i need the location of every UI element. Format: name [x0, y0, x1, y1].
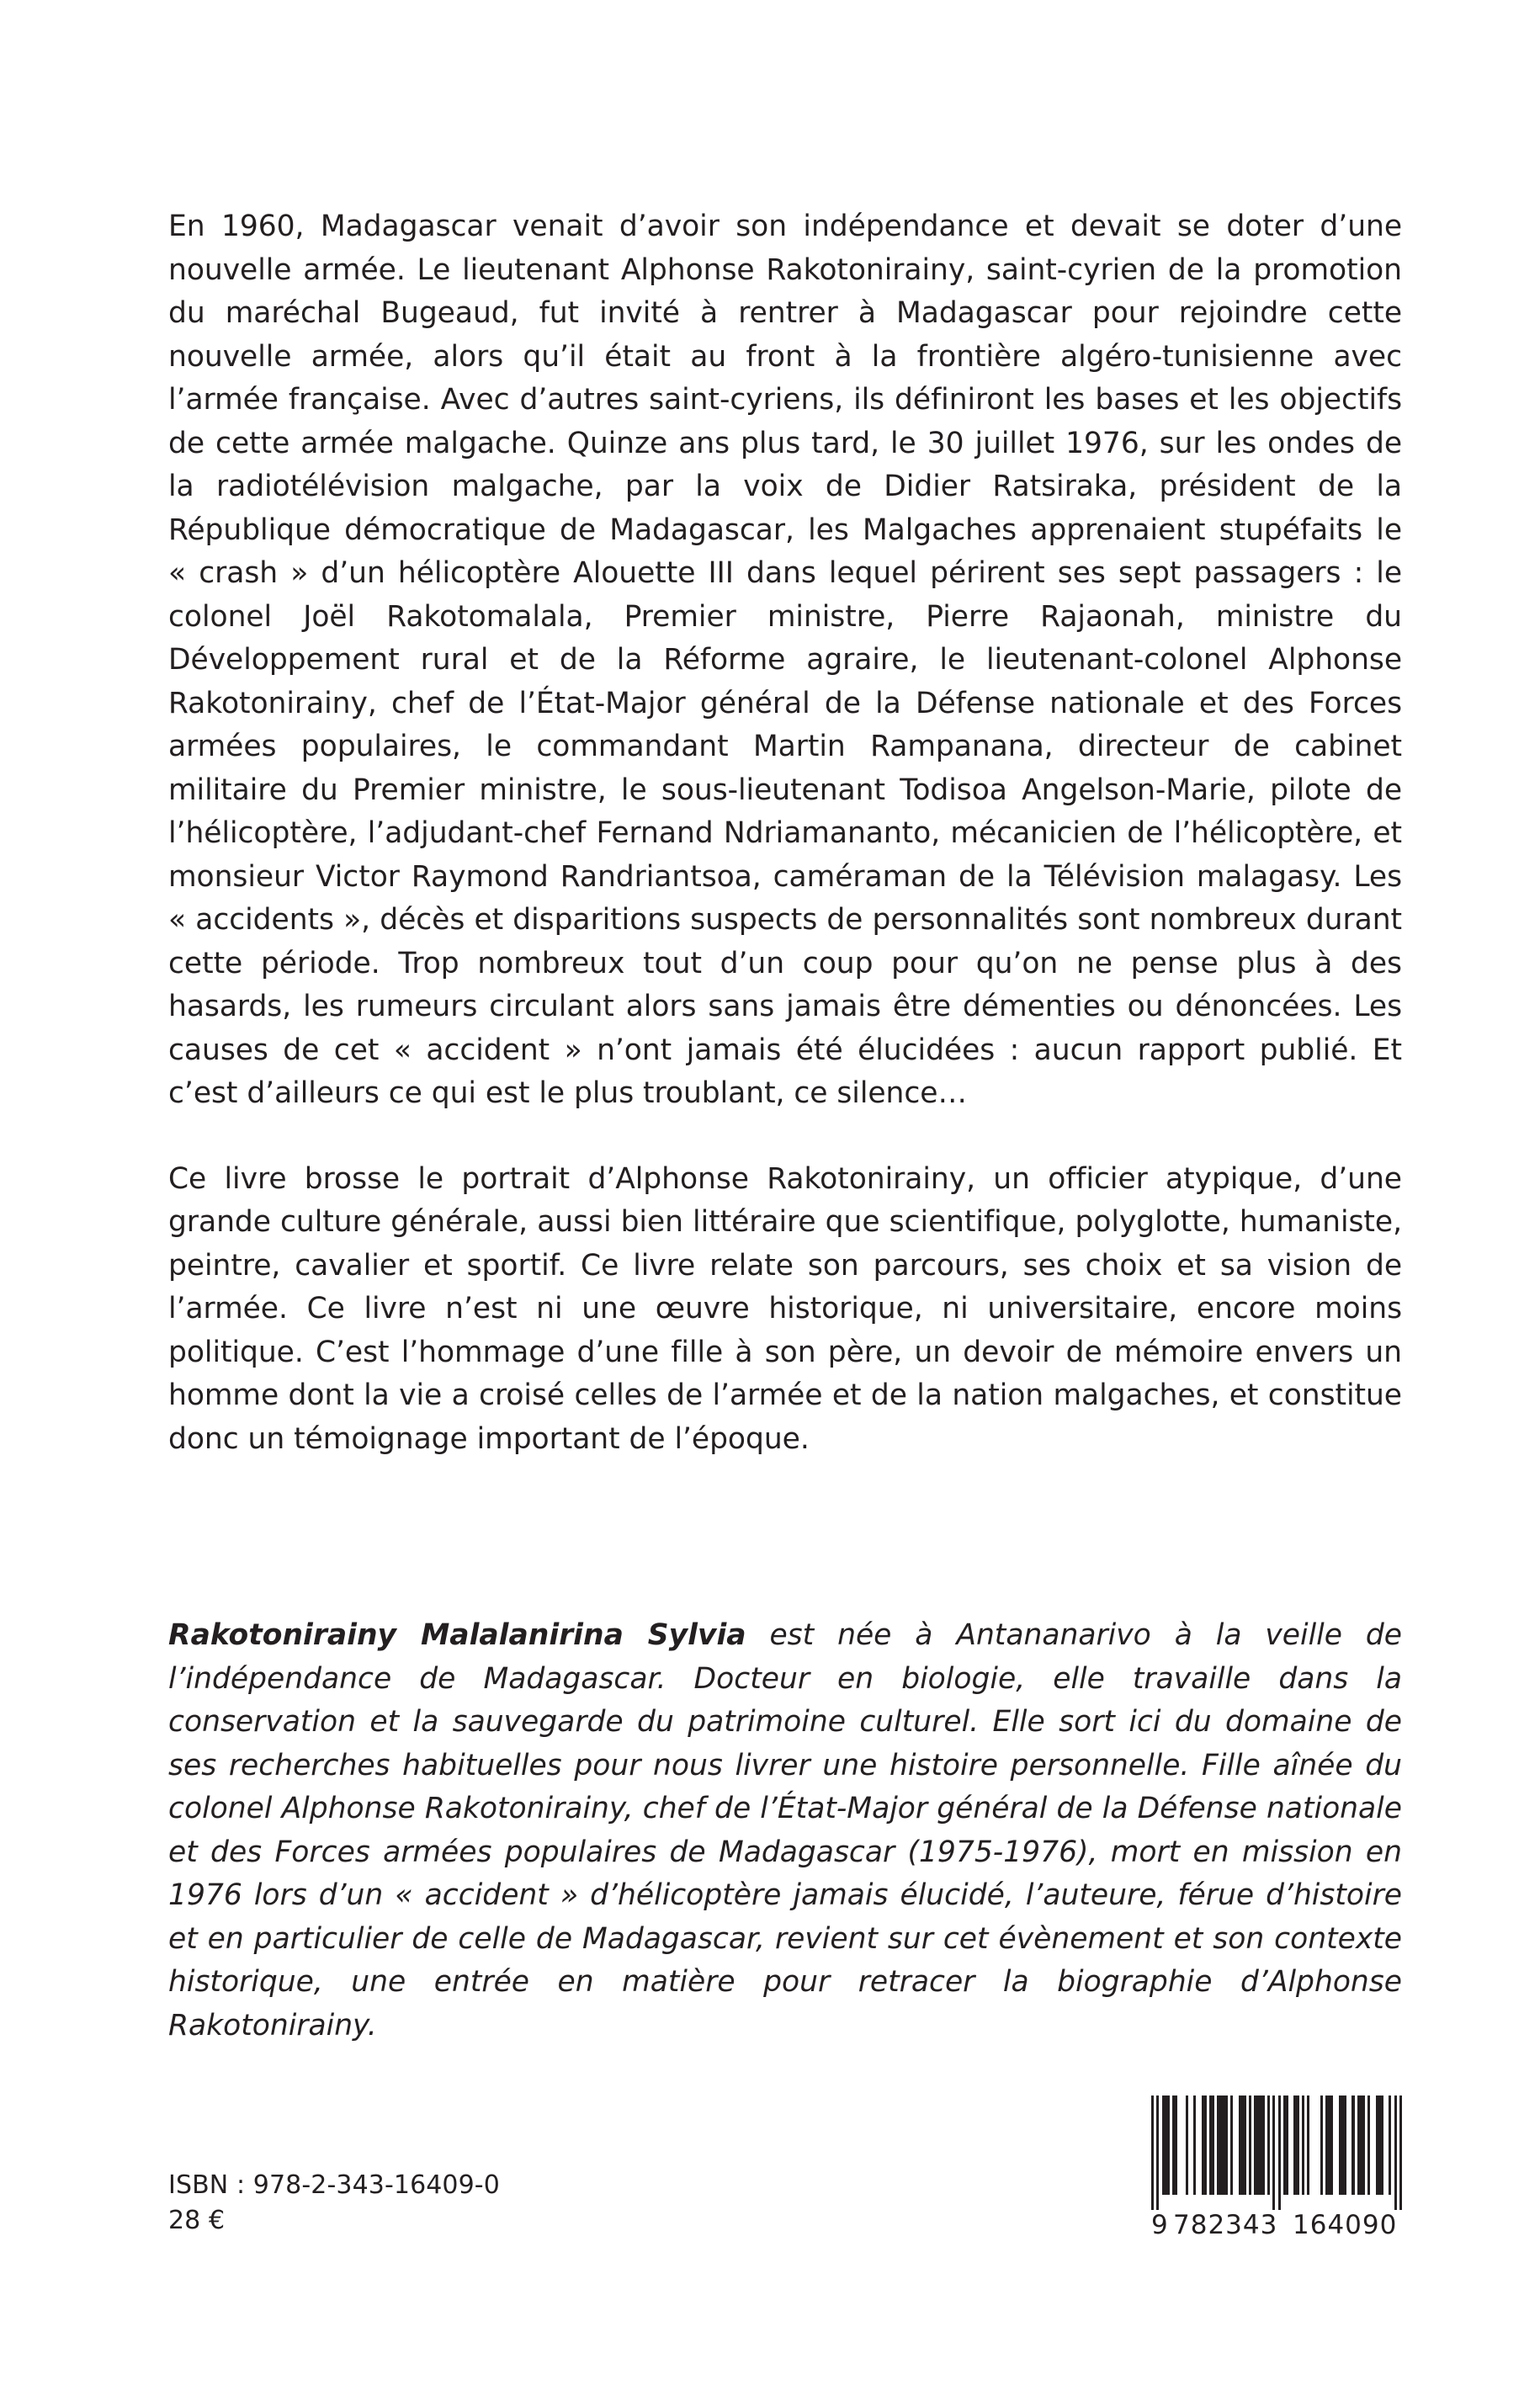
- barcode-digit-system: 9: [1151, 2210, 1169, 2240]
- author-name: Rakotonirainy Malalanirina Sylvia: [168, 1618, 746, 1652]
- blurb-paragraph-1: En 1960, Madagascar venait d’avoir son indépendance et devait se doter d’une nouvelle armée. Le lieutenant Alphonse Rakotonirainy, saint-cyrien de la promotion du maréchal Bugeaud, fut invité à rentrer à Madagascar pour rejoindre cette nouvelle armée, alors qu’il était au front à la frontière algéro-tunisienne avec l’armée française. Avec d’autres saint-cyriens, ils définiront les bases et les objectifs de cette armée malgache. Quinze ans plus tard, le 30 juillet 1976, sur les ondes de la radiotélévision malgache, par la voix de Didier Ratsiraka, président de la République démocratique de Madagascar, les Malgaches apprenaient stupéfaits le « crash » d’un hélicoptère Alouette III dans lequel périrent ses sept passagers : le colonel Joël Rakotomalala, Premier ministre, Pierre Rajaonah, ministre du Développement rural et de la Réforme agraire, le lieutenant-colonel Alphonse Rakotonirainy, chef de l’État-Major général de la Défense nationale et des Forces armées populaires, le commandant Martin Rampanana, directeur de cabinet militaire du Premier ministre, le sous-lieutenant Todisoa Angelson-Marie, pilote de l’hélicoptère, l’adjudant-chef Fernand Ndriamananto, mécanicien de l’hélicoptère, et monsieur Victor Raymond Randriantsoa, caméraman de la Télévision malagasy. Les « accidents », décès et disparitions suspects de personnalités sont nombreux durant cette période. Trop nombreux tout d’un coup pour qu’on ne pense plus à des hasards, les rumeurs circulant alors sans jamais être démenties ou dénoncées. Les causes de cet « accident » n’ont jamais été élucidées : aucun rapport publié. Et c’est d’ailleurs ce qui est le plus troublant, ce silence…: [168, 210, 1402, 1110]
- author-bio-block: [168, 1614, 1402, 2048]
- blurb-paragraph-2: Ce livre brosse le portrait d’Alphonse Rakotonirainy, un officier atypique, d’une grande culture générale, aussi bien littéraire que scientifique, polyglotte, humaniste, peintre, cavalier et sportif. Ce livre relate son parcours, ses choix et sa vision de l’armée. Ce livre n’est ni une œuvre historique, ni universitaire, encore moins politique. C’est l’hommage d’une fille à son père, un devoir de mémoire envers un homme dont la vie a croisé celles de l’armée et de la nation malgaches, et constitue donc un témoignage important de l’époque.: [168, 1161, 1402, 1456]
- author-bio-text: est née à Antananarivo à la veille de l’indépendance de Madagascar. Docteur en biologie, elle travaille dans la conservation et la sauvegarde du patrimoine culturel. Elle sort ici du domaine de ses recherches habituelles pour nous livrer une histoire personnelle. Fille aînée du colonel Alphonse Rakotonirainy, chef de l’État-Major général de la Défense nationale et des Forces armées populaires de Madagascar (1975-1976), mort en mission en 1976 lors d’un « accident » d’hélicoptère jamais élucidé, l’auteure, férue d’histoire et en particulier de celle de Madagascar, revient sur cet évènement et son contexte historique, une entrée en matière pour retracer la biographie d’Alphonse Rakotonirainy.: [168, 1618, 1403, 2042]
- barcode-digits-left-group: 782343: [1173, 2210, 1278, 2240]
- author-bio-paragraph: [168, 1614, 1402, 2048]
- blurb-text-column: [168, 205, 1402, 1461]
- barcode-bars: [1151, 2096, 1402, 2210]
- price-text: 28 €: [168, 2206, 226, 2235]
- barcode-digits-right-group: 164090: [1293, 2210, 1398, 2240]
- barcode-digits: [1151, 2210, 1402, 2244]
- isbn-text: ISBN : 978-2-343-16409-0: [168, 2170, 500, 2200]
- footer-isbn-price: [168, 2168, 757, 2239]
- ean13-barcode: [1151, 2096, 1402, 2244]
